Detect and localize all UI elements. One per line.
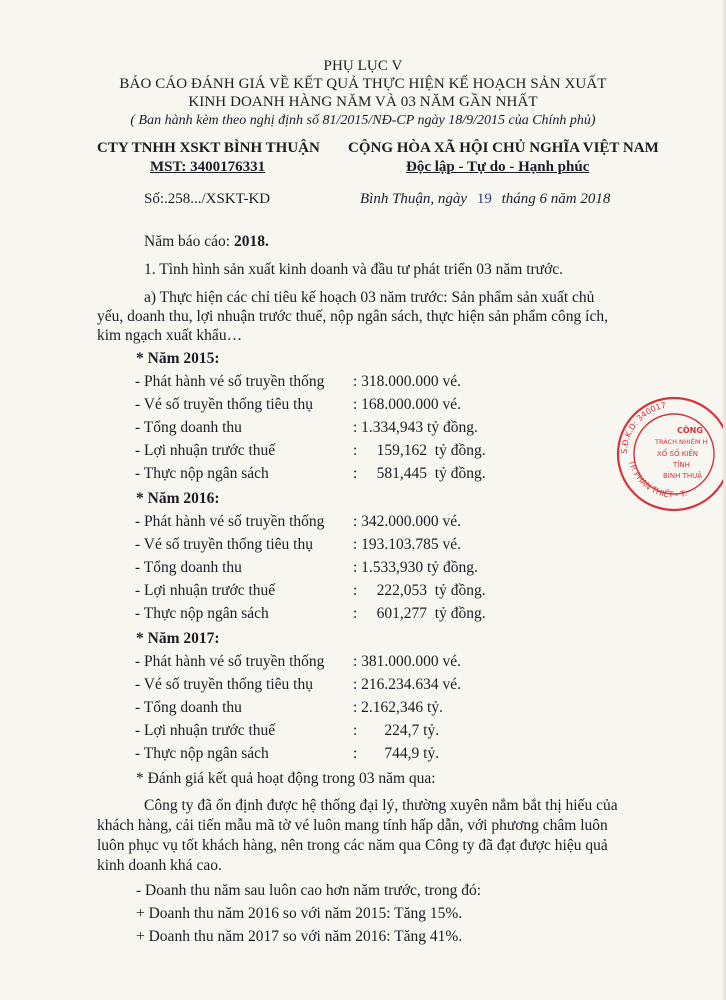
row-label: - Tổng doanh thu <box>135 699 242 716</box>
year-2016-heading: * Năm 2016: <box>136 490 220 507</box>
seal-bottom-text: TP. PHAN THIẾT - T. <box>626 459 688 500</box>
company-tax-code: MST: 3400176331 <box>150 159 266 175</box>
row-value: : 342.000.000 vé. <box>353 513 462 530</box>
company-name: CTY TNHH XSKT BÌNH THUẬN <box>97 140 320 156</box>
nation-name: CỘNG HÒA XÃ HỘI CHỦ NGHĨA VIỆT NAM <box>348 140 659 156</box>
evaluation-line2: khách hàng, cải tiến mẫu mã tờ vé luôn mang tính hấp dẫn, với phương châm luôn <box>97 817 608 834</box>
row-value: : 168.000.000 vé. <box>353 396 462 413</box>
evaluation-line4: kinh doanh khá cao. <box>97 857 222 874</box>
row-value: : 216.234.634 vé. <box>353 676 462 693</box>
seal-line4: TỈNH <box>673 461 690 469</box>
seal-line3: XỔ SỐ KIẾN <box>657 450 699 458</box>
evaluation-line1: Công ty đã ổn định được hệ thống đại lý, thường xuyên nắm bắt thị hiếu của <box>144 797 618 814</box>
revenue-note: - Doanh thu năm sau luôn cao hơn năm trước, trong đó: <box>136 882 482 899</box>
seal-line2: TRÁCH NHIỆM H <box>655 438 708 446</box>
row-value: : 1.334,943 tỷ đồng. <box>353 419 478 436</box>
nation-motto: Độc lập - Tự do - Hạnh phúc <box>406 159 590 175</box>
seal-top-text: S.Đ.K.D: 340017 <box>619 400 667 455</box>
issue-date <box>360 191 610 208</box>
report-title-line2: KINH DOANH HÀNG NĂM VÀ 03 NĂM GẦN NHẤT <box>188 94 538 110</box>
paragraph-a-line2: yếu, doanh thu, lợi nhuận trước thuế, nộp ngân sách, thực hiện sản phẩm công ích, <box>97 308 608 325</box>
row-value: : 1.533,930 tỷ đồng. <box>353 559 478 576</box>
evaluation-heading: * Đánh giá kết quả hoạt động trong 03 năm qua: <box>136 770 436 787</box>
report-title-line1: BÁO CÁO ĐÁNH GIÁ VỀ KẾT QUẢ THỰC HIỆN KẾ HOẠCH SẢN XUẤT <box>119 76 607 92</box>
growth-2017: + Doanh thu năm 2017 so với năm 2016: Tăng 41%. <box>136 928 463 945</box>
row-label: - Thực nộp ngân sách <box>135 605 269 622</box>
date-suffix: tháng 6 năm 2018 <box>501 191 611 207</box>
row-label: - Phát hành vé số truyền thống <box>135 653 325 670</box>
paragraph-a-line1: a) Thực hiện các chỉ tiêu kế hoạch 03 năm trước: Sản phẩm sản xuất chủ <box>144 289 595 306</box>
section-1-heading: 1. Tình hình sản xuất kinh doanh và đầu tư phát triển 03 năm trước. <box>144 261 564 278</box>
decree-note: ( Ban hành kèm theo nghị định số 81/2015/NĐ-CP ngày 18/9/2015 của Chính phủ) <box>130 113 596 128</box>
seal-line1: CÔNG <box>677 426 703 435</box>
row-value: : 381.000.000 vé. <box>353 653 462 670</box>
report-year <box>144 233 269 251</box>
evaluation-line3: luôn phục vụ tốt khách hàng, nên trong các năm qua Công ty đã đạt được hiệu quả <box>97 837 608 854</box>
row-label: - Vé số truyền thống tiêu thụ <box>135 396 313 413</box>
row-label: - Vé số truyền thống tiêu thụ <box>135 536 313 553</box>
row-label: - Phát hành vé số truyền thống <box>135 373 325 390</box>
row-value: : 224,7 tỷ. <box>353 722 440 739</box>
row-label: - Lợi nhuận trước thuế <box>135 582 276 599</box>
row-label: - Tổng doanh thu <box>135 559 242 576</box>
row-label: - Phát hành vé số truyền thống <box>135 513 325 530</box>
company-seal-graphic <box>615 395 726 513</box>
row-value: : 581,445 tỷ đồng. <box>353 465 486 482</box>
row-value: : 744,9 tỷ. <box>353 745 440 762</box>
row-value: : 318.000.000 vé. <box>353 373 462 390</box>
row-label: - Tổng doanh thu <box>135 419 242 436</box>
row-value: : 159,162 tỷ đồng. <box>353 442 486 459</box>
paragraph-a-line3: kim ngạch xuất khẩu… <box>97 327 243 344</box>
row-value: : 601,277 tỷ đồng. <box>353 605 486 622</box>
report-year-label: Năm báo cáo: <box>144 233 231 250</box>
year-2017-heading: * Năm 2017: <box>136 630 220 647</box>
row-label: - Thực nộp ngân sách <box>135 745 269 762</box>
seal-line5: BÌNH THUẬ <box>663 472 703 480</box>
row-label: - Lợi nhuận trước thuế <box>135 442 276 459</box>
row-value: : 193.103.785 vé. <box>353 536 462 553</box>
row-value: : 222,053 tỷ đồng. <box>353 582 486 599</box>
company-seal <box>615 395 726 513</box>
date-day: 19 <box>476 191 492 207</box>
year-2015-heading: * Năm 2015: <box>136 350 220 367</box>
appendix-title: PHỤ LỤC V <box>323 58 403 74</box>
report-year-value: 2018. <box>233 233 269 250</box>
date-prefix: Bình Thuận, ngày <box>360 191 468 207</box>
row-label: - Lợi nhuận trước thuế <box>135 722 276 739</box>
row-value: : 2.162,346 tỷ. <box>353 699 443 716</box>
row-label: - Thực nộp ngân sách <box>135 465 269 482</box>
growth-2016: + Doanh thu năm 2016 so với năm 2015: Tăng 15%. <box>136 905 463 922</box>
row-label: - Vé số truyền thống tiêu thụ <box>135 676 313 693</box>
document-number: Số:.258.../XSKT-KD <box>144 191 271 207</box>
